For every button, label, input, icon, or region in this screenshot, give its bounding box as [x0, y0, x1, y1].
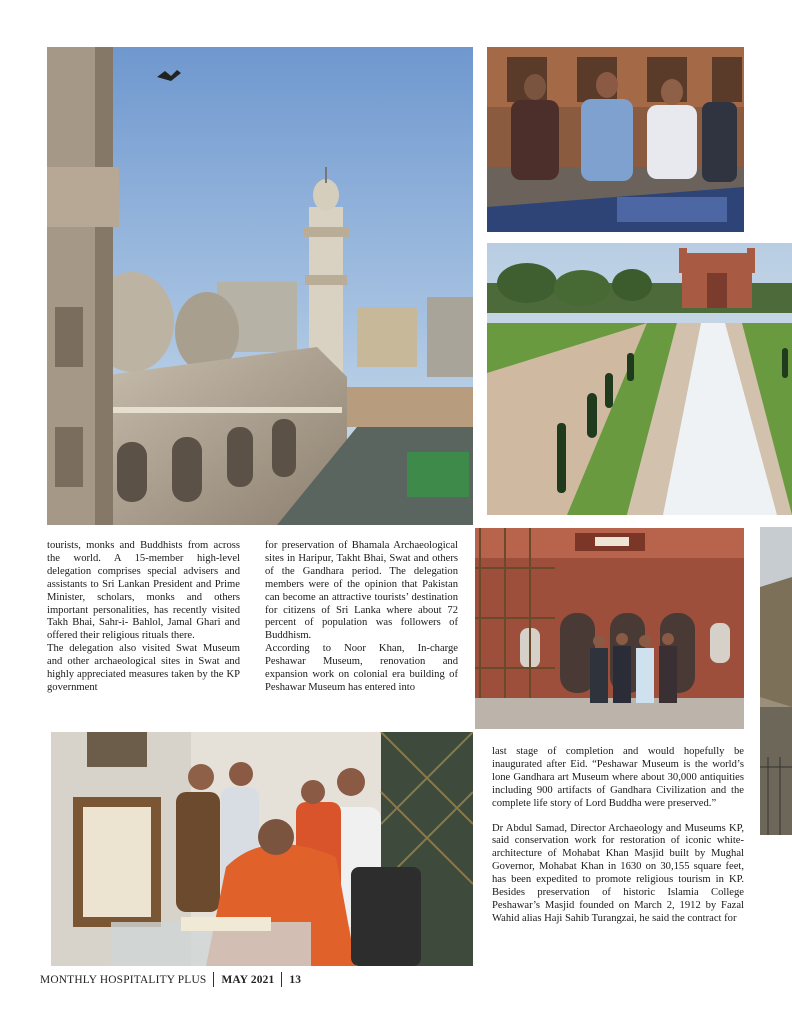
article-column-1 [47, 540, 240, 695]
publication-name: MONTHLY HOSPITALITY PLUS [40, 973, 207, 986]
gardens-photo [487, 243, 792, 515]
museum-building-photo [475, 528, 744, 729]
footer-divider [281, 972, 282, 987]
officials-photo [487, 47, 744, 232]
paragraph: tourists, monks and Buddhists from across the world. A 15-member high-level delegation comprises special advisers and assistants to Sri Lankan President and Prime Minister, scholars, monks and others important personalities, has recently visited Takh Bhai, Sahr-i- Bahlol, Jamal Ghari and offered their religious rituals there. [47, 540, 240, 642]
paragraph: for preservation of Bhamala Archaeological sites in Haripur, Takht Bhai, Swat and others of the Gandhara period. The delegation members were of the opinion that Pakistan can become an attractive tourists’ destination for citizens of Sri Lanka where about 72 percent of population was followers of Buddhism. [265, 540, 458, 642]
monks-visit-photo [51, 732, 473, 966]
page-footer [40, 972, 301, 987]
issue-date: MAY 2021 [221, 973, 275, 986]
paragraph: The delegation also visited Swat Museum and other archaeological sites in Swat and highly appreciated measures taken by the KP government [47, 643, 240, 693]
page-number: 13 [289, 973, 302, 986]
article-column-3 [492, 746, 744, 926]
edge-strip-photo [760, 527, 792, 835]
article-column-2 [265, 540, 458, 695]
paragraph: According to Noor Khan, In-charge Peshawar Museum, renovation and expansion work on colonial era building of Peshawar Museum has entered into [265, 643, 458, 693]
mosque-photo [47, 47, 473, 525]
paragraph: Dr Abdul Samad, Director Archaeology and Museums KP, said conservation work for restoration of iconic white-architecture of Mohabat Khan Masjid built by Mughal Governor, Mohabat Khan in 1630 on 30,155 square feet, has been expedited to promote religious tourism in KP. Besides preservation of historic Islamia College Peshawar’s Masjid founded on March 2, 1912 by Fazal Wahid alias Haji Sahib Turangzai, he said the contract for [492, 822, 744, 924]
paragraph: last stage of completion and would hopefully be inaugurated after Eid. “Peshawar Museum is the world’s lone Gandhara art Museum where about 30,000 antiquities including 900 artifacts of Gandhara Civilization and the complete life story of Lord Buddha were preserved.” [492, 746, 744, 809]
footer-divider [213, 972, 214, 987]
